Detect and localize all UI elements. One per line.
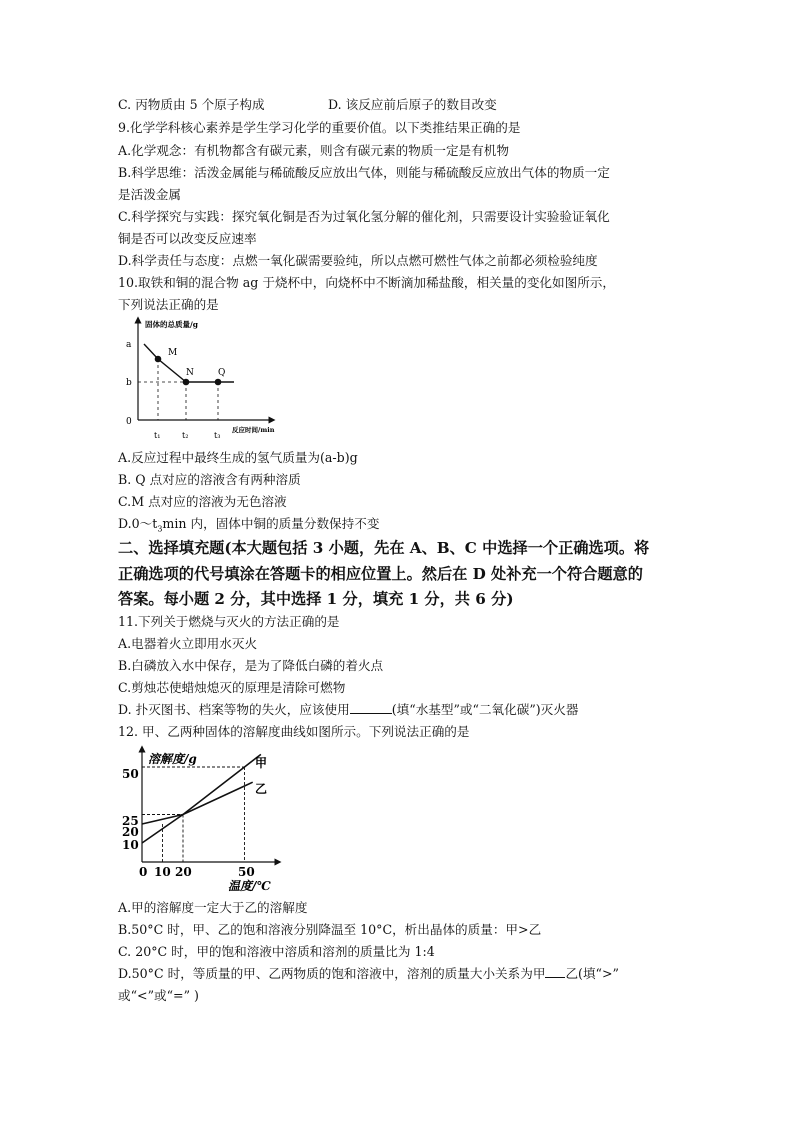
y-tick-10: 10	[122, 838, 139, 852]
q10-option-b: B. Q 点对应的溶液含有两种溶质	[118, 472, 301, 487]
section-2-heading-cont2: 答案。每小题 2 分，其中选择 1 分，填充 1 分，共 6 分)	[118, 590, 514, 608]
x-tick-0: 0	[139, 865, 148, 879]
mass-time-chart	[118, 314, 278, 444]
q12-option-b: B.50°C 时，甲、乙的饱和溶液分别降温至 10°C，析出晶体的质量：甲>乙	[118, 922, 542, 937]
x-tick-t3: t₃	[214, 431, 221, 440]
q10-option-d	[118, 514, 379, 540]
y-axis-label: 溶解度/g	[148, 752, 197, 766]
y-axis-label: 固体的总质量/g	[145, 320, 198, 329]
q9-option-b: B.科学思维：活泼金属能与稀硫酸反应放出气体，则能与稀硫酸反应放出气体的物质一定	[118, 165, 610, 180]
q10-d-pre: D.0～t	[118, 516, 158, 531]
y-tick-50: 50	[122, 767, 139, 781]
q8-option-c: C. 丙物质由 5 个原子构成	[118, 97, 265, 112]
q10-option-a: A.反应过程中最终生成的氢气质量为(a-b)g	[118, 450, 358, 465]
q11-option-d	[118, 700, 578, 720]
q11-answer-blank[interactable]	[350, 700, 392, 714]
q10-d-sub: 3	[157, 524, 163, 534]
q11-d-post: (填“水基型”或“二氧化碳”)灭火器	[391, 702, 579, 717]
guide-lines	[142, 767, 245, 862]
point-m	[155, 356, 162, 363]
x-tick-t2: t₂	[182, 431, 189, 440]
series-curves	[142, 754, 261, 843]
series-label-jia: 甲	[255, 756, 268, 770]
q11-option-c: C.剪烛芯使蜡烛熄灭的原理是清除可燃物	[118, 680, 346, 695]
y-tick-0: 0	[126, 417, 132, 427]
q12-answer-blank[interactable]	[545, 964, 565, 978]
q12-option-a: A.甲的溶解度一定大于乙的溶解度	[118, 900, 308, 915]
q9-option-d: D.科学责任与态度：点燃一氧化碳需要验纯，所以点燃可燃性气体之前都必须检验纯度	[118, 253, 598, 268]
q12-option-c: C. 20°C 时，甲的饱和溶液中溶质和溶剂的质量比为 1:4	[118, 944, 435, 959]
point-q	[215, 379, 222, 386]
q10-option-c: C.M 点对应的溶液为无色溶液	[118, 494, 287, 509]
q11-stem: 11.下列关于燃烧与灭火的方法正确的是	[118, 614, 340, 629]
y-tick-25: 25	[122, 814, 139, 828]
x-tick-10: 10	[154, 865, 171, 879]
x-axis-label: 温度/℃	[228, 879, 271, 893]
series-line-0	[142, 754, 261, 843]
q12-d-pre: D.50°C 时，等质量的甲、乙两物质的饱和溶液中，溶剂的质量大小关系为甲	[118, 966, 546, 981]
q9-stem: 9.化学学科核心素养是学生学习化学的重要价值。以下类推结果正确的是	[118, 120, 521, 135]
label-n: N	[186, 368, 194, 378]
y-tick-a: a	[126, 340, 132, 350]
label-q: Q	[218, 368, 226, 378]
section-2-heading: 二、选择填充题(本大题包括 3 小题，先在 A、B、C 中选择一个正确选项。将	[118, 539, 650, 557]
y-tick-b: b	[126, 378, 132, 388]
q10-stem-cont: 下列说法正确的是	[118, 297, 219, 312]
x-tick-t1: t₁	[154, 431, 161, 440]
q9-option-c-cont: 铜是否可以改变反应速率	[118, 231, 257, 246]
section-2-heading-cont: 正确选项的代号填涂在答题卡的相应位置上。然后在 D 处补充一个符合题意的	[118, 565, 643, 583]
q10-stem: 10.取铁和铜的混合物 ag 于烧杯中，向烧杯中不断滴加稀盐酸，相关量的变化如图所示，	[118, 275, 615, 290]
q8-option-d: D. 该反应前后原子的数目改变	[328, 97, 497, 112]
y-tick-20: 20	[122, 825, 139, 839]
q12-option-d	[118, 964, 619, 984]
solubility-chart	[118, 745, 283, 895]
label-m: M	[168, 348, 178, 358]
q11-d-pre: D. 扑灭图书、档案等物的失火，应该使用	[118, 702, 350, 717]
x-tick-20: 20	[175, 865, 192, 879]
x-axis-label: 反应时间/min	[232, 426, 275, 434]
x-tick-50: 50	[238, 865, 255, 879]
point-n	[183, 379, 190, 386]
q12-option-d-cont: 或“<”或“=” )	[118, 988, 199, 1003]
q9-option-b-cont: 是活泼金属	[118, 187, 181, 202]
q11-option-a: A.电器着火立即用水灭火	[118, 636, 258, 651]
q9-option-c: C.科学探究与实践：探究氧化铜是否为过氧化氢分解的催化剂，只需要设计实验验证氧化	[118, 209, 610, 224]
q11-option-b: B.白磷放入水中保存，是为了降低白磷的着火点	[118, 658, 384, 673]
q12-d-post: 乙(填“>”	[565, 966, 619, 981]
series-label-yi: 乙	[255, 782, 268, 796]
q9-option-a: A.化学观念：有机物都含有碳元素，则含有碳元素的物质一定是有机物	[118, 143, 509, 158]
q12-stem: 12. 甲、乙两种固体的溶解度曲线如图所示。下列说法正确的是	[118, 724, 470, 739]
q10-d-post: min 内，固体中铜的质量分数保持不变	[162, 516, 380, 531]
